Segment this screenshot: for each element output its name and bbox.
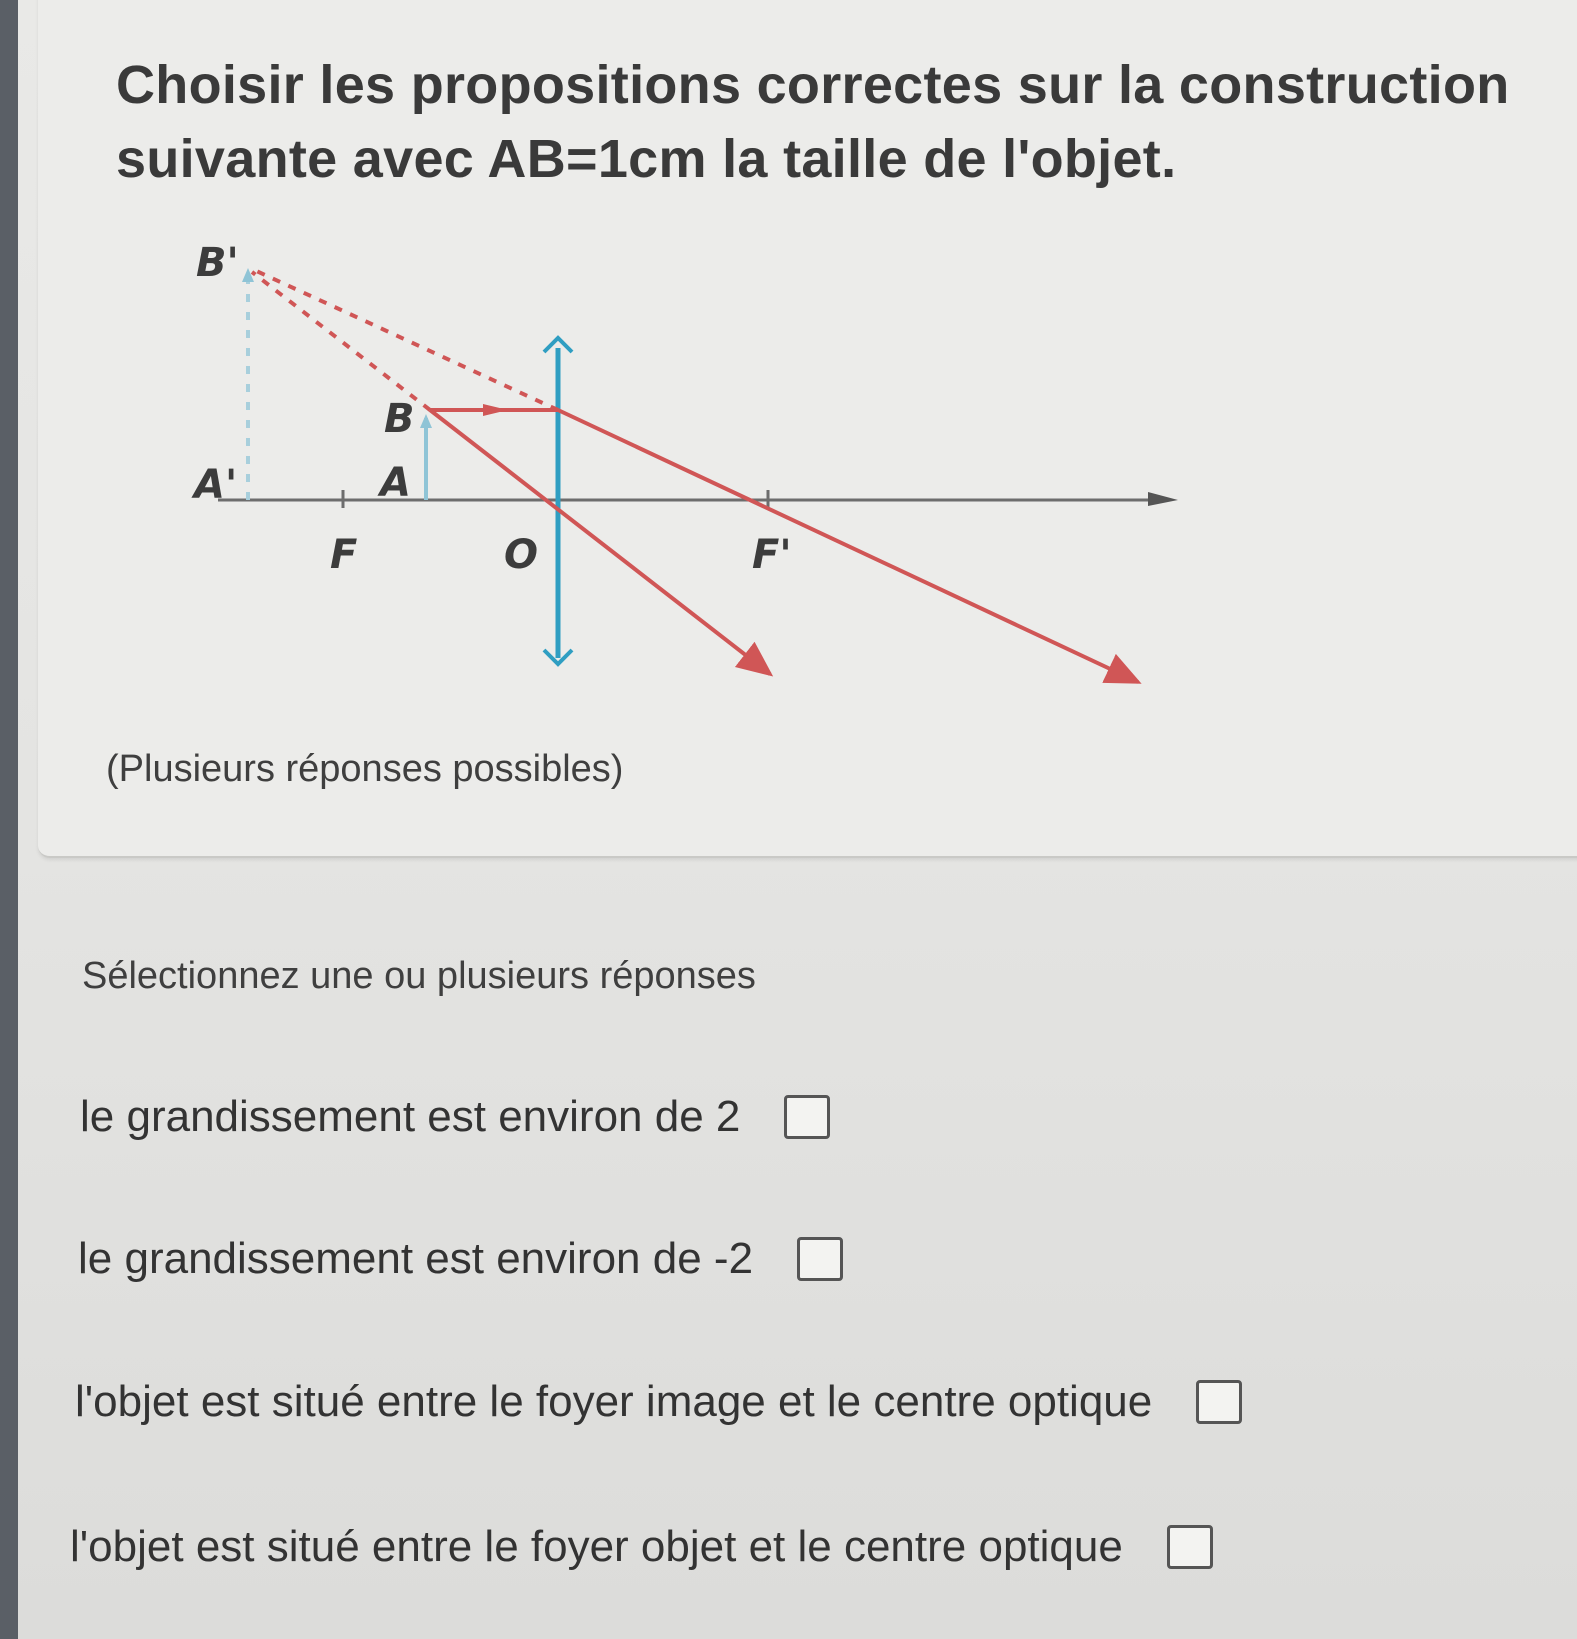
virtual-ray-extension-2	[252, 272, 430, 410]
multiple-answers-hint: (Plusieurs réponses possibles)	[106, 748, 624, 790]
question-card	[38, 0, 1577, 858]
answer-option-label: le grandissement est environ de 2	[80, 1092, 741, 1141]
image-arrow-icon	[242, 268, 254, 282]
label-f-object: F	[330, 532, 358, 578]
answer-option-label: l'objet est situé entre le foyer objet et le centre optique	[70, 1522, 1123, 1571]
label-f-image: F'	[752, 532, 792, 578]
question-title: Choisir les propositions correctes sur la construction suivante avec AB=1cm la taille de l'objet.	[116, 55, 1510, 189]
answer-option-1[interactable]	[80, 1092, 830, 1142]
ray-refracted-through-f-prime	[558, 410, 1138, 682]
answer-option-3[interactable]	[75, 1377, 1242, 1427]
label-a-prime: A'	[194, 462, 238, 508]
answer-checkbox-1[interactable]	[784, 1095, 830, 1139]
label-b-prime: B'	[196, 240, 239, 286]
label-o: O	[504, 532, 539, 578]
answer-option-label: le grandissement est environ de -2	[78, 1234, 754, 1283]
label-a: A	[380, 460, 411, 506]
answers-instruction: Sélectionnez une ou plusieurs réponses	[82, 955, 756, 997]
ray-parallel-arrow-icon	[483, 404, 508, 416]
optical-axis-arrow-icon	[1148, 492, 1178, 506]
answer-option-2[interactable]	[78, 1234, 843, 1284]
answer-option-label: l'objet est situé entre le foyer image et le centre optique	[75, 1377, 1153, 1426]
answer-checkbox-3[interactable]	[1196, 1380, 1242, 1424]
answer-option-4[interactable]	[70, 1522, 1213, 1572]
optics-diagram	[178, 238, 1258, 718]
label-b: B	[384, 396, 415, 442]
answer-checkbox-2[interactable]	[797, 1237, 843, 1281]
ray-through-center	[430, 410, 770, 674]
answer-checkbox-4[interactable]	[1167, 1525, 1213, 1569]
virtual-ray-extension-1	[250, 268, 558, 410]
object-arrow-icon	[420, 414, 432, 428]
screen	[18, 0, 1577, 1639]
